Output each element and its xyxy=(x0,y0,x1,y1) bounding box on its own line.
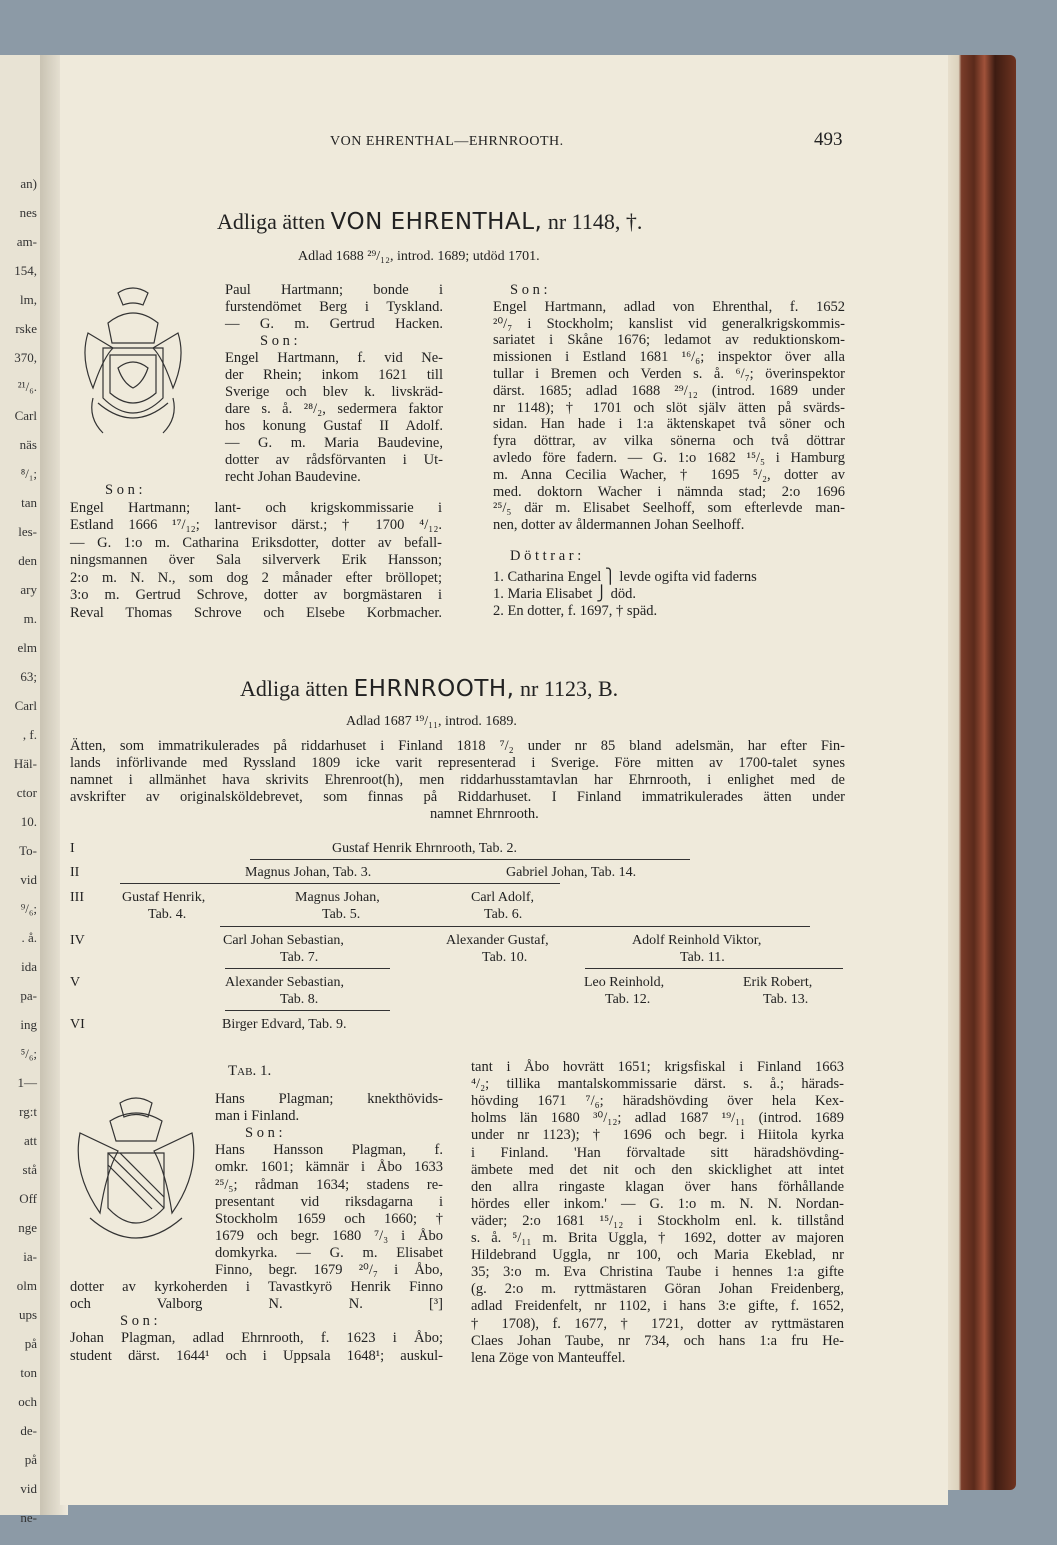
prev-page-fragment: stå xyxy=(22,1162,37,1177)
text-line: ämbete med det nit och den skicklighet att intet xyxy=(471,1161,844,1178)
text-line: och Valborg N. N. [³] xyxy=(70,1296,443,1313)
text-line: der Rhein; inkom 1621 till xyxy=(225,367,443,383)
previous-page-edge xyxy=(0,55,40,1525)
text-line: Stockholm 1659 och 1660; † xyxy=(215,1210,443,1227)
tree-node: Gabriel Johan, Tab. 14. xyxy=(506,865,637,880)
tree-node: Adolf Reinhold Viktor, xyxy=(632,933,762,948)
text-line: — G. m. Maria Baudevine, xyxy=(225,435,443,451)
ehrnrooth-coat-of-arms-icon xyxy=(70,1093,202,1263)
title-prefix: Adliga ätten xyxy=(240,676,354,701)
tree-node: Tab. 10. xyxy=(482,950,528,965)
text-line: därst. 1685; adlad 1688 ²⁹/₁₂ (introd. 1689 under xyxy=(493,382,845,399)
text-line: i Finland. 'Han förvaltade sitt häradshövding- xyxy=(471,1144,844,1161)
prev-page-fragment: ⁸/₁; xyxy=(20,466,37,481)
text-line: namnet Ehrnrooth. xyxy=(430,806,539,822)
tree-node: Gustaf Henrik, xyxy=(122,890,206,905)
prev-page-fragment: 63; xyxy=(20,669,37,684)
book-page-edges xyxy=(946,55,1016,1490)
text-line: dotter av rådsförvanten i Ut- xyxy=(225,452,443,468)
text-line: S o n : xyxy=(260,333,298,349)
tab1-heading: Tab. 1. xyxy=(228,1063,272,1079)
tree-node: Alexander Gustaf, xyxy=(446,933,549,948)
prev-page-fragment: ⁹/₆; xyxy=(20,901,37,916)
title-prefix: Adliga ätten xyxy=(217,209,331,234)
prev-page-fragment: ne- xyxy=(20,1510,37,1525)
text-line: Engel Hartmann, f. vid Ne- xyxy=(225,350,443,366)
tree-node: Carl Johan Sebastian, xyxy=(223,933,344,948)
prev-page-fragment: olm xyxy=(16,1278,37,1293)
text-line: Paul Hartmann; bonde i xyxy=(225,282,443,298)
prev-page-fragment: ²¹/₆. xyxy=(17,379,37,394)
text-line: Estland 1666 ¹⁷/₁₂; lantrevisor därst.; † 1700 ⁴/₁₂. xyxy=(70,517,442,533)
text-line: tant i Åbo hovrätt 1651; krigsfiskal i Finland 1663 xyxy=(471,1059,844,1075)
tree-node: Tab. 7. xyxy=(280,950,319,965)
text-line: domkyrka. — G. m. Elisabet xyxy=(215,1244,443,1261)
generation-label: VI xyxy=(70,1017,85,1032)
tree-node: Tab. 6. xyxy=(484,907,523,922)
text-line: 35; 3:o m. Eva Christina Taube i hennes 1:a gifte xyxy=(471,1264,844,1281)
title-suffix: nr 1123, B. xyxy=(514,676,619,701)
title-family-name: VON EHRENTHAL, xyxy=(330,209,543,235)
text-line: recht Johan Baudevine. xyxy=(225,469,361,485)
running-title: VON EHRENTHAL—EHRNROOTH. xyxy=(330,134,564,149)
text-line: S o n : xyxy=(120,1313,158,1330)
prev-page-fragment: ia- xyxy=(23,1249,37,1264)
text-line: hördes eller inkom.' — G. 1:o m. N. N. Nordan- xyxy=(471,1195,844,1212)
daughter-entry: 2. En dotter, f. 1697, † späd. xyxy=(493,603,658,619)
tree-node: Birger Edvard, Tab. 9. xyxy=(222,1017,347,1032)
text-line: man i Finland. xyxy=(215,1108,300,1125)
text-line: Claes Johan Taube, nr 734, och hans 1:a fru He- xyxy=(471,1332,844,1349)
generation-label: I xyxy=(70,841,75,856)
text-line: m. Anna Cecilia Wacher, † 1695 ⁵/₂, dotter av xyxy=(493,466,845,483)
prev-page-fragment: am- xyxy=(16,234,37,249)
text-line: S o n : xyxy=(510,282,548,298)
prev-page-fragment: 10. xyxy=(20,814,37,829)
prev-page-fragment: de- xyxy=(20,1423,37,1438)
tree-node: Tab. 8. xyxy=(280,992,319,1007)
prev-page-fragment: vid xyxy=(20,872,37,887)
prev-page-fragment: vid xyxy=(20,1481,37,1496)
prev-page-fragment: m. xyxy=(23,611,37,626)
tree-node: Tab. 12. xyxy=(605,992,651,1007)
prev-page-fragment: . å. xyxy=(21,930,37,945)
prev-page-fragment: Häl- xyxy=(13,756,37,771)
text-line: med. doktorn Wacher i nämnda stad; 2:o 1696 xyxy=(493,483,845,500)
text-line: namnet i allmänhet hava skrivits Ehrenroot(h), men riddarhusstamtavlan har Ehrnrooth, i enlighet med de xyxy=(70,772,845,788)
text-line: Johan Plagman, adlad Ehrnrooth, f. 1623 i Åbo; xyxy=(70,1330,443,1347)
text-line: väder; 2:o 1681 ¹⁵/₁₂ i Stockholm enl. k. tillstånd xyxy=(471,1212,844,1229)
text-line: — G. 1:o m. Catharina Eriksdotter, dotter av befall- xyxy=(70,534,442,551)
prev-page-fragment: 1— xyxy=(17,1075,37,1090)
text-line: hos konung Gustaf II Adolf. xyxy=(225,418,443,434)
ehrnrooth-title xyxy=(240,676,619,702)
text-line: holms län 1680 ³⁰/₁₂; adlad 1687 ¹⁹/₁₁ (introd. 1689 xyxy=(471,1110,844,1127)
text-line: 2:o m. N. N., som dog 2 månader efter bröllopet; xyxy=(70,569,442,586)
prev-page-fragment: och xyxy=(18,1394,37,1409)
text-line: ²⁰/₇ i Stockholm; kanslist vid generalkrigskommis- xyxy=(493,315,845,332)
text-line: S o n : xyxy=(105,482,143,498)
prev-page-fragment: 154, xyxy=(14,263,37,278)
text-line: avskrifter av originalsköldebrevet, som finnas på Riddarhuset. I Finland immatrikulerades ätten under xyxy=(70,789,845,805)
tree-node: Alexander Sebastian, xyxy=(225,975,344,990)
prev-page-fragment: nes xyxy=(19,205,37,220)
text-line: Hildebrand Uggla, nr 100, och Maria Ekeblad, nr xyxy=(471,1247,844,1264)
prev-page-fragment: ups xyxy=(18,1307,37,1322)
text-line: — G. m. Gertrud Hacken. xyxy=(225,316,443,332)
text-line: den allra ringaste klagan över hans förhållande xyxy=(471,1178,844,1195)
prev-page-fragment: To- xyxy=(19,843,37,858)
tree-node: Carl Adolf, xyxy=(471,890,534,905)
text-line: under nr 1123); † 1696 och begr. i Hiitola kyrka xyxy=(471,1127,844,1144)
tree-node: Leo Reinhold, xyxy=(584,975,665,990)
text-line: student därst. 1644¹ och i Uppsala 1648¹; auskul- xyxy=(70,1347,443,1364)
text-line: Hans Plagman; knekthövids- xyxy=(215,1091,443,1107)
text-line: hövding 1671 ⁷/₆; häradshövding över hela Kex- xyxy=(471,1093,844,1110)
daughter-entry: 1. Catharina Engel ⎫ levde ogifta vid faderns xyxy=(493,569,757,585)
prev-page-fragment: Carl xyxy=(14,698,37,713)
tree-node: Tab. 4. xyxy=(148,907,187,922)
prev-page-fragment: ton xyxy=(20,1365,37,1380)
text-line: presentant vid riksdagarna i xyxy=(215,1193,443,1210)
prev-page-fragment: näs xyxy=(19,437,37,452)
text-line: ²⁵/₅ där m. Elisabet Seelhoff, som efterlevde man- xyxy=(493,500,845,517)
prev-page-fragment: ctor xyxy=(16,785,37,800)
tree-node: Tab. 5. xyxy=(322,907,361,922)
prev-page-fragment: 370, xyxy=(14,350,37,365)
prev-page-fragment: på xyxy=(24,1452,37,1467)
text-line: fyra döttrar, av vilka sönerna och två döttrar xyxy=(493,433,845,450)
text-line: sidan. Han hade i 1:a äktenskapet två söner och xyxy=(493,416,845,433)
ehrenthal-coat-of-arms-icon xyxy=(78,283,188,453)
tree-node: Erik Robert, xyxy=(743,975,813,990)
tree-node: Tab. 13. xyxy=(763,992,809,1007)
prev-page-fragment: ⁵/₆; xyxy=(20,1046,37,1061)
text-line: dare s. å. ²⁸/₂, sedermera faktor xyxy=(225,401,443,417)
prev-page-fragment: rske xyxy=(15,321,37,336)
prev-page-fragment: les- xyxy=(18,524,37,539)
prev-page-fragment: tan xyxy=(21,495,37,510)
daughter-entry: 1. Maria Elisabet ⎭ död. xyxy=(493,586,636,602)
text-line: sariatet i Skåne 1676; ledamot av reduktionskom- xyxy=(493,332,845,349)
title-family-name: EHRNROOTH, xyxy=(353,676,515,702)
generation-label: II xyxy=(70,865,80,880)
text-line: 1679 och begr. 1680 ⁷/₃ i Åbo xyxy=(215,1227,443,1244)
text-line: ⁴/₂; tillika mantalskommissarie därst. s. å.; härads- xyxy=(471,1076,844,1093)
generation-label: III xyxy=(70,890,84,905)
text-line: dotter av kyrkoherden i Tavastkyrö Henrik Finno xyxy=(70,1279,443,1296)
text-line: Sverige och blev k. livskräd- xyxy=(225,384,443,400)
ehrenthal-subtitle: Adlad 1688 ²⁹/₁₂, introd. 1689; utdöd 1701. xyxy=(298,249,540,264)
prev-page-fragment: nge xyxy=(18,1220,37,1235)
text-line: lands införlivande med Ryssland 1809 icke varit representerad i Sverige. Före mitten av 1700-talet synes xyxy=(70,755,845,771)
tree-node: Magnus Johan, xyxy=(295,890,380,905)
text-line: Ätten, som immatrikulerades på riddarhuset i Finland 1818 ⁷/₂ under nr 85 bland adelsmän, har efter Fin- xyxy=(70,738,845,754)
text-line: nen, dotter av åldermannen Johan Seelhoff. xyxy=(493,517,745,534)
prev-page-fragment: ing xyxy=(20,1017,37,1032)
text-line: furstendömet Berg i Tyskland. xyxy=(225,299,443,315)
prev-page-fragment: på xyxy=(24,1336,37,1351)
prev-page-fragment: att xyxy=(24,1133,37,1148)
prev-page-fragment: lm, xyxy=(20,292,37,307)
tree-node: Magnus Johan, Tab. 3. xyxy=(245,865,372,880)
generation-label: IV xyxy=(70,933,85,948)
text-line: Hans Hansson Plagman, f. xyxy=(215,1142,443,1159)
tree-node: Tab. 11. xyxy=(680,950,725,965)
prev-page-fragment: rg:t xyxy=(19,1104,37,1119)
text-line: nr 1148); † 1701 och slöt själv ätten på svärds- xyxy=(493,399,845,416)
text-line: adlad Freidenfelt, nr 1102, i hans 3:e gifte, f. 1652, xyxy=(471,1298,844,1315)
title-suffix: nr 1148, †. xyxy=(542,209,643,234)
text-line: avledo före fadern. — G. 1:o 1682 ¹⁵/₅ i Hamburg xyxy=(493,450,845,466)
prev-page-fragment: ida xyxy=(21,959,37,974)
prev-page-fragment: Off xyxy=(19,1191,37,1206)
prev-page-fragment: , f. xyxy=(22,727,37,742)
text-line: Engel Hartmann; lant- och krigskommissarie i xyxy=(70,499,442,516)
prev-page-fragment: den xyxy=(18,553,37,568)
text-line: Engel Hartmann, adlad von Ehrenthal, f. 1652 xyxy=(493,298,845,315)
page-number: 493 xyxy=(814,129,843,150)
text-line: lena Zöge von Manteuffel. xyxy=(471,1349,626,1366)
prev-page-fragment: pa- xyxy=(20,988,37,1003)
ehrenthal-title xyxy=(217,209,643,235)
prev-page-fragment: elm xyxy=(17,640,37,655)
text-line: ningsmannen över Sala silververk Erik Hansson; xyxy=(70,552,442,568)
text-line: missionen i Estland 1681 ¹⁶/₆; inspektor över alla xyxy=(493,349,845,366)
prev-page-fragment: Carl xyxy=(14,408,37,423)
book-page xyxy=(60,55,948,1505)
text-line: ²⁵/₅; rådman 1634; stadens re- xyxy=(215,1176,443,1193)
text-line: 3:o m. Gertrud Schrove, dotter av borgmästaren i xyxy=(70,587,442,603)
text-line: Finno, begr. 1679 ²⁰/₇ i Åbo, xyxy=(215,1262,443,1278)
text-line: S o n : xyxy=(245,1125,283,1142)
daughters-heading: D ö t t r a r : xyxy=(510,548,582,564)
generation-label: V xyxy=(70,975,81,990)
prev-page-fragment: an) xyxy=(20,176,37,191)
text-line: s. å. ⁵/₁₁ m. Brita Uggla, † 1692, dotter av majoren xyxy=(471,1230,844,1246)
prev-page-fragment: ary xyxy=(20,582,37,597)
ehrnrooth-subtitle: Adlad 1687 ¹⁹/₁₁, introd. 1689. xyxy=(346,714,517,729)
text-line: omkr. 1601; kämnär i Åbo 1633 xyxy=(215,1159,443,1176)
text-line: † 1708), f. 1677, † 1721, dotter av ryttmästaren xyxy=(471,1315,844,1332)
text-line: (g. 2:o m. ryttmästaren Göran Johan Freidenberg, xyxy=(471,1281,844,1298)
text-line: Reval Thomas Schrove och Elsebe Korbmacher. xyxy=(70,604,442,621)
tree-node: Gustaf Henrik Ehrnrooth, Tab. 2. xyxy=(332,841,518,856)
text-line: tullar i Bremen och Verden s. å. ⁶/₇; överinspektor xyxy=(493,366,845,382)
